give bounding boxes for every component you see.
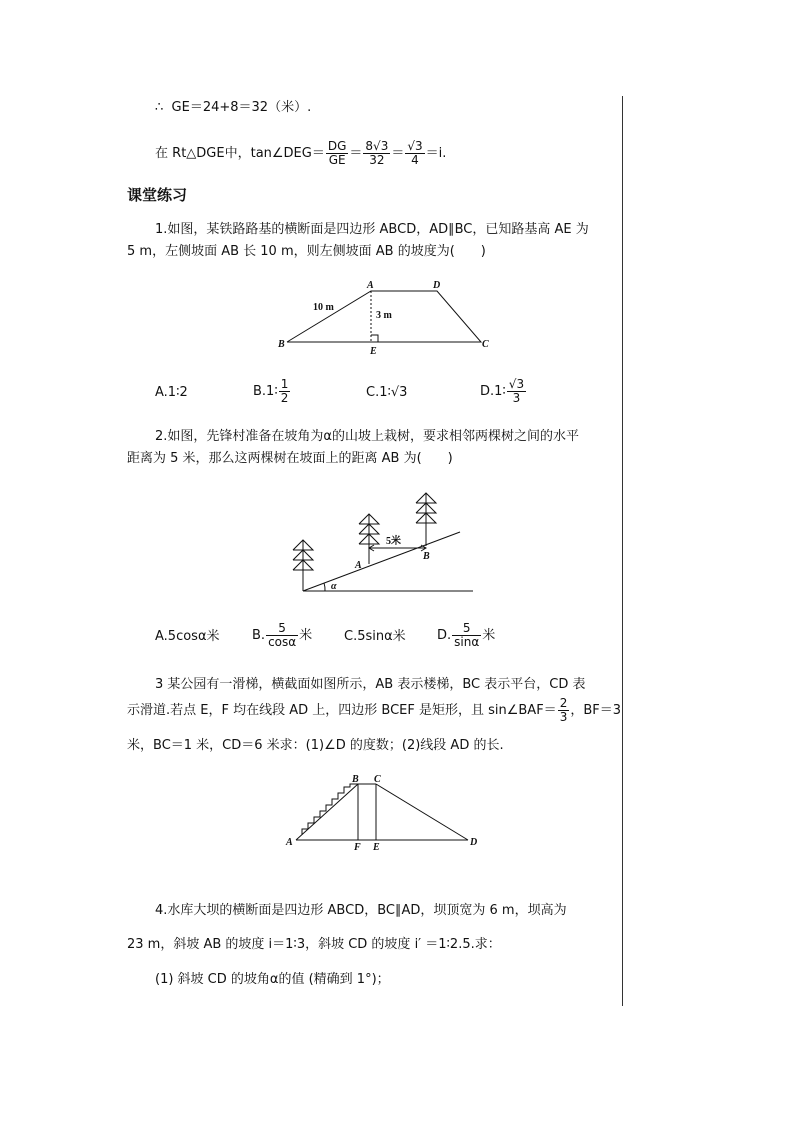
q1-label-ab-length: 10 m [313, 302, 334, 313]
page-margin-line [622, 96, 623, 1006]
tan-equation: 在 Rt△DGE中，tan∠DEG＝ $\frac{DG}{GE}$ ＝ $\frac{8√3}{32}$ ＝ $\frac{√3}{4}$ ＝i. [155, 139, 447, 167]
q2-label-a: A [355, 560, 362, 571]
ge-result-line: ∴ GE＝24+8＝32（米）. [155, 100, 312, 115]
q3-label-d: D [470, 837, 478, 848]
q1-label-c: C [482, 339, 489, 350]
q3-slide-figure [282, 772, 487, 852]
q2-option-c[interactable]: C.5sinα米 [344, 629, 406, 644]
q2-label-alpha: α [331, 581, 337, 592]
q1-label-b: B [278, 339, 285, 350]
q2-line1: 2.如图，先锋村准备在坡角为α的山坡上栽树，要求相邻两棵树之间的水平 [155, 429, 579, 444]
q1-option-c[interactable]: C.1∶√3 [366, 385, 408, 400]
q3-label-b: B [352, 774, 359, 785]
q3-label-f: F [354, 842, 361, 852]
q1-trapezoid-figure [275, 275, 495, 360]
q3-label-a: A [286, 837, 293, 848]
q4-line3: (1) 斜坡 CD 的坡角α的值 (精确到 1°)； [155, 972, 390, 987]
q3-line1: 3 某公园有一滑梯，横截面如图所示，AB 表示楼梯，BC 表示平台，CD 表 [155, 677, 586, 692]
q3-line2: 示滑道.若点 E，F 均在线段 AD 上，四边形 BCEF 是矩形，且 sin∠BAF＝ $\frac{2}{3}$ ，BF＝3 [127, 696, 621, 724]
q1-line2: 5 m，左侧坡面 AB 长 10 m，则左侧坡面 AB 的坡度为( ) [127, 244, 486, 259]
q2-option-d[interactable]: D. $\frac{5}{\sin\alpha}$ 米 [437, 621, 496, 649]
q1-line1: 1.如图，某铁路路基的横断面是四边形 ABCD，AD∥BC，已知路基高 AE 为 [155, 222, 589, 237]
q3-line3: 米，BC＝1 米，CD＝6 米求：(1)∠D 的度数；(2)线段 AD 的长. [127, 738, 504, 753]
q2-label-distance: 5米 [386, 536, 401, 547]
q1-label-ae-length: 3 m [376, 310, 392, 321]
q3-label-e: E [373, 842, 380, 852]
q2-option-b[interactable]: B. $\frac{5}{\cos\alpha}$ 米 [252, 621, 313, 649]
tree-1 [293, 540, 313, 591]
q1-label-a: A [367, 280, 374, 291]
section-title: 课堂练习 [127, 186, 188, 204]
q2-slope-figure [285, 488, 485, 598]
tree-2 [359, 514, 379, 564]
tree-3 [416, 493, 436, 546]
q1-option-d[interactable]: D.1∶ $\frac{√3}{3}$ [480, 377, 525, 405]
q3-label-c: C [374, 774, 381, 785]
q2-option-a[interactable]: A.5cosα米 [155, 629, 220, 644]
q2-line2: 距离为 5 米，那么这两棵树在坡面上的距离 AB 为( ) [127, 451, 453, 466]
q1-option-a[interactable]: A.1∶2 [155, 385, 188, 400]
q4-line2: 23 m，斜坡 AB 的坡度 i＝1∶3，斜坡 CD 的坡度 i′ ＝1∶2.5.求： [127, 937, 501, 952]
q1-option-b[interactable]: B.1∶ $\frac{1}{2}$ [253, 377, 289, 405]
q1-label-d: D [433, 280, 441, 291]
q4-line1: 4.水库大坝的横断面是四边形 ABCD，BC∥AD，坝顶宽为 6 m，坝高为 [155, 903, 567, 918]
q1-label-e: E [370, 346, 377, 357]
q2-label-b: B [423, 551, 430, 562]
